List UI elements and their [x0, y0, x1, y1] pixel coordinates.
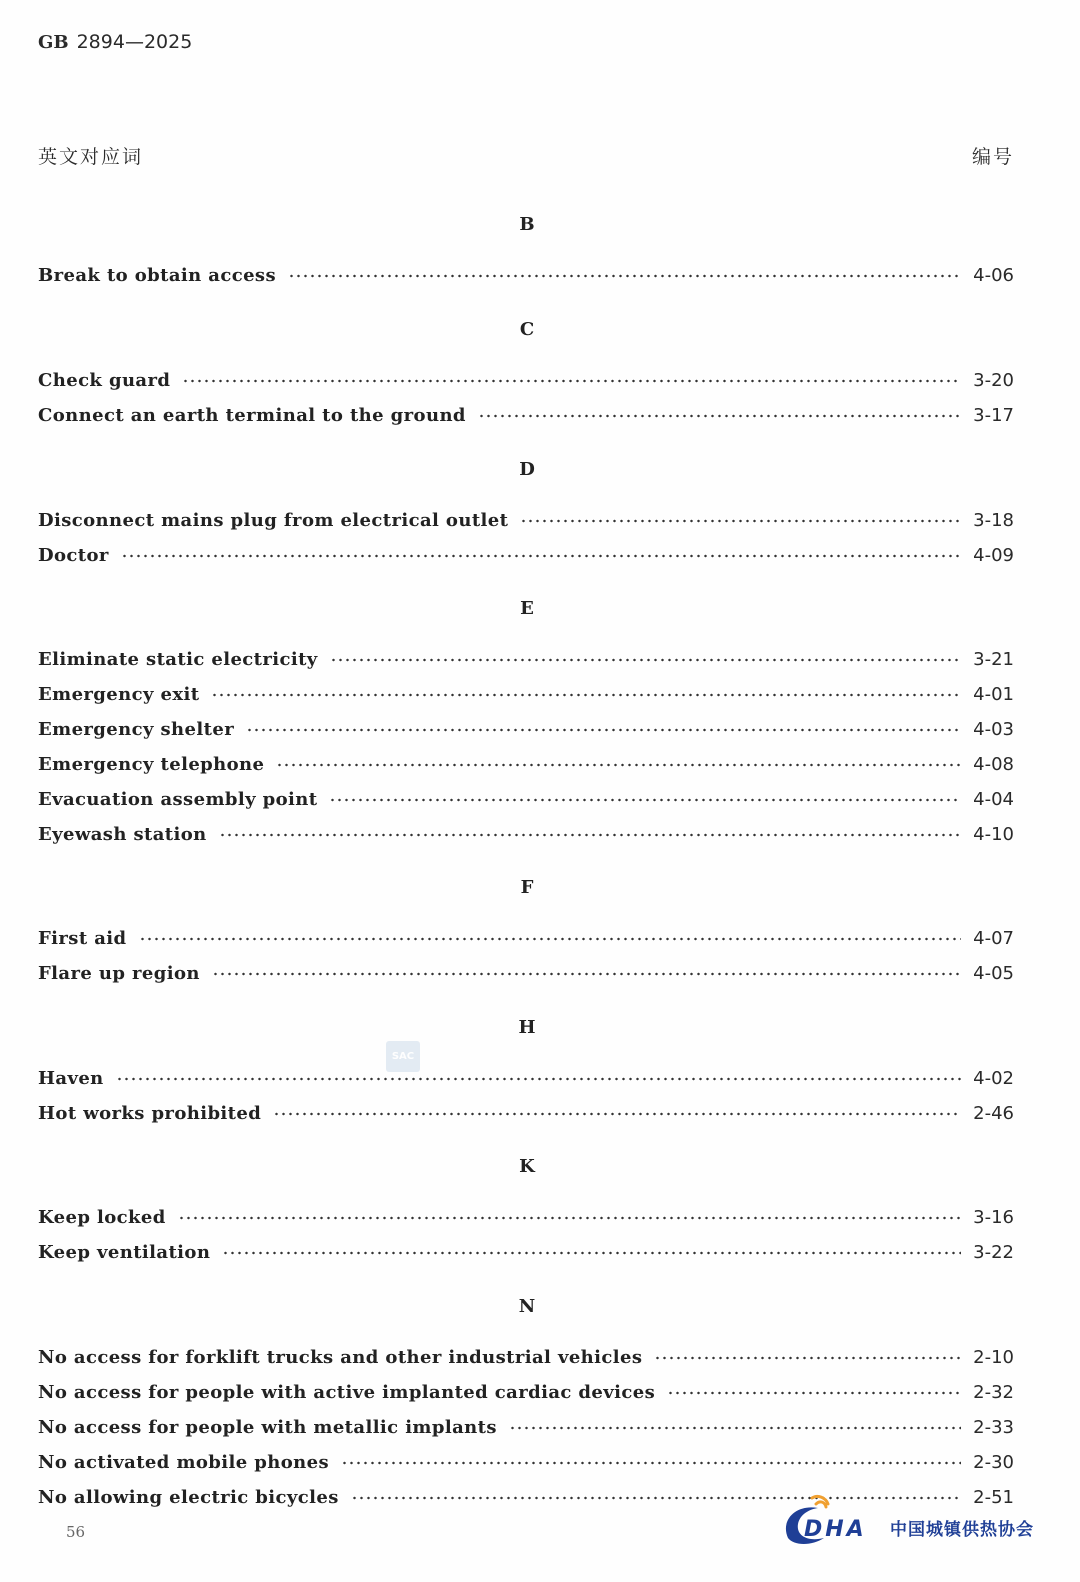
index-entry [38, 370, 1014, 396]
section-letter: K [519, 1156, 535, 1177]
dot-leader [276, 763, 961, 767]
section-letter: E [520, 598, 534, 619]
index-entry [38, 1417, 1014, 1443]
index-entry [38, 545, 1014, 571]
entry-number: 4-07 [973, 928, 1014, 949]
entry-term: Keep ventilation [38, 1242, 211, 1263]
index-entry [38, 928, 1014, 954]
standard-prefix: GB [38, 32, 69, 53]
entry-number: 3-20 [973, 370, 1014, 391]
entry-number: 4-10 [973, 824, 1014, 845]
dot-leader [329, 798, 961, 802]
page-number: 56 [66, 1523, 86, 1541]
entry-number: 3-21 [973, 649, 1014, 670]
logo-organization-name: 中国城镇供热协会 [890, 1520, 1034, 1540]
index-entry [38, 1452, 1014, 1478]
entry-term: Haven [38, 1068, 104, 1089]
index-entry [38, 789, 1014, 815]
dot-leader [341, 1461, 961, 1465]
entry-term: First aid [38, 928, 127, 949]
entry-number: 3-17 [973, 405, 1014, 426]
entry-number: 2-10 [973, 1347, 1014, 1368]
dot-leader [246, 728, 961, 732]
dot-leader [478, 414, 961, 418]
dot-leader [182, 379, 961, 383]
dot-leader [273, 1112, 961, 1116]
entry-number: 4-01 [973, 684, 1014, 705]
dot-leader [520, 519, 961, 523]
entry-number: 2-32 [973, 1382, 1014, 1403]
standard-code: 2894—2025 [76, 31, 193, 53]
section-letter: D [519, 459, 535, 480]
entry-number: 4-02 [973, 1068, 1014, 1089]
index-entry [38, 1382, 1014, 1408]
entry-term: Evacuation assembly point [38, 789, 318, 810]
entry-number: 3-18 [973, 510, 1014, 531]
index-entry [38, 684, 1014, 710]
entry-term: Disconnect mains plug from electrical outlet [38, 510, 509, 531]
dot-leader [212, 972, 961, 976]
entry-term: Doctor [38, 545, 109, 566]
entry-number: 4-08 [973, 754, 1014, 775]
entry-term: Eliminate static electricity [38, 649, 318, 670]
index-entry [38, 719, 1014, 745]
index-entry [38, 754, 1014, 780]
section-letter: N [518, 1296, 536, 1317]
entry-term: Hot works prohibited [38, 1103, 262, 1124]
entry-term: Emergency exit [38, 684, 200, 705]
dot-leader [509, 1426, 961, 1430]
index-entry [38, 1207, 1014, 1233]
dot-leader [121, 554, 961, 558]
dot-leader [219, 833, 962, 837]
entry-number: 3-22 [973, 1242, 1014, 1263]
dot-leader [116, 1077, 961, 1081]
section-letter: F [520, 877, 534, 898]
dot-leader [654, 1356, 961, 1360]
dot-leader [667, 1391, 961, 1395]
standard-number [38, 31, 192, 53]
index-entry [38, 265, 1014, 291]
section-letter: C [519, 319, 535, 340]
column-header-number: 编号 [971, 146, 1014, 168]
index-entry [38, 1103, 1014, 1129]
entry-number: 2-33 [973, 1417, 1014, 1438]
entry-term: Eyewash station [38, 824, 207, 845]
dot-leader [178, 1216, 961, 1220]
entry-number: 4-09 [973, 545, 1014, 566]
index-entry [38, 1068, 1014, 1094]
index-entry [38, 649, 1014, 675]
dot-leader [330, 658, 961, 662]
dot-leader [211, 693, 961, 697]
index-entry [38, 963, 1014, 989]
index-entry [38, 824, 1014, 850]
dot-leader [222, 1251, 961, 1255]
sac-watermark: SAC [386, 1041, 420, 1072]
entry-term: No allowing electric bicycles [38, 1487, 339, 1508]
column-header-english-terms: 英文对应词 [38, 146, 144, 168]
dot-leader [139, 937, 962, 941]
entry-number: 2-46 [973, 1103, 1014, 1124]
entry-term: No access for people with metallic implants [38, 1417, 497, 1438]
entry-term: Connect an earth terminal to the ground [38, 405, 466, 426]
entry-term: No access for forklift trucks and other industrial vehicles [38, 1347, 643, 1368]
logo-flame-icon [812, 1496, 828, 1507]
entry-number: 4-05 [973, 963, 1014, 984]
index-entry [38, 510, 1014, 536]
entry-number: 2-30 [973, 1452, 1014, 1473]
entry-term: Emergency telephone [38, 754, 265, 775]
index-entry [38, 1242, 1014, 1268]
entry-term: Check guard [38, 370, 171, 391]
entry-number: 2-51 [973, 1487, 1014, 1508]
section-letter: B [519, 214, 535, 235]
entry-term: Flare up region [38, 963, 200, 984]
index-entry [38, 1347, 1014, 1373]
entry-term: No activated mobile phones [38, 1452, 330, 1473]
entry-number: 4-06 [973, 265, 1014, 286]
dot-leader [288, 274, 961, 278]
index-entry [38, 405, 1014, 431]
entry-number: 4-03 [973, 719, 1014, 740]
entry-number: 4-04 [973, 789, 1014, 810]
logo-text: DHA [804, 1517, 867, 1542]
entry-term: Keep locked [38, 1207, 166, 1228]
entry-number: 3-16 [973, 1207, 1014, 1228]
entry-term: Break to obtain access [38, 265, 277, 286]
section-letter: H [518, 1017, 536, 1038]
entry-term: No access for people with active implanted cardiac devices [38, 1382, 656, 1403]
entry-term: Emergency shelter [38, 719, 235, 740]
